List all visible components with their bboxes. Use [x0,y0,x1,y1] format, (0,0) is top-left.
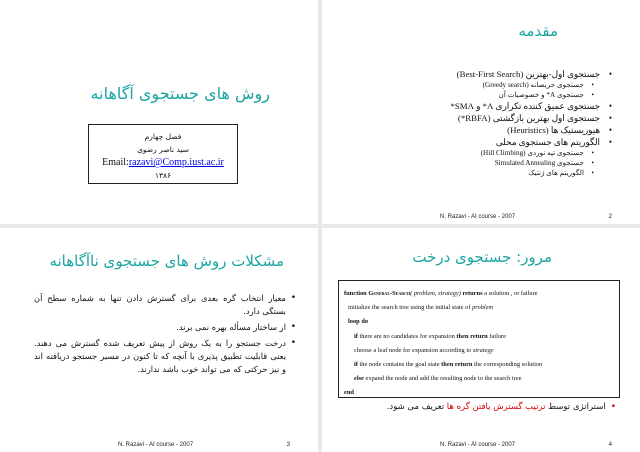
email-link[interactable]: razavi@Comp.iust.ac.ir [128,157,224,168]
outline-item: • هیوریستیک ها (Heuristics) [507,125,612,135]
bullet-icon: • [608,101,612,111]
outline-subitem: • جستجوی Simulated Annealing [494,159,594,167]
page-number: 2 [608,214,612,220]
slide-2 [322,0,640,224]
bullet-paragraph: • معیار انتخاب گره بعدی برای گسترش دادن تنها به شماره سطح آن بستگی دارد. [34,293,296,316]
email-label: Email: [102,157,129,168]
bullet-icon: • [608,69,612,79]
algo-line-end: end [344,389,354,397]
outline-item: • جستجوی عمیق کننده تکراری A* و SMA* [450,101,612,111]
author-name: سید ناصر رضوی [137,145,189,154]
outline-subitem: • جستجوی حریصانه (Greedy search) [482,81,594,89]
bullet-paragraph: • از ساختار مسأله بهره نمی برند. [176,322,296,332]
bullet-icon: • [608,125,612,135]
page-number: 3 [286,442,290,448]
algo-line-function: function General-Search( problem, strategy) returns a solution , or failure [344,290,538,297]
bullet-icon: • [608,113,612,123]
year-label: ۱۳۸۶ [154,171,172,180]
algo-line-if-fail: if there are no candidates for expansion then return failure [354,332,507,340]
outline-subitem: • جستجوی تپه نوردی (Hill Climbing) [480,149,594,157]
bullet-icon: • [591,91,594,99]
outline-list [386,68,612,178]
bullet-icon: • [591,169,594,177]
slide-1 [0,0,318,224]
email-line [89,156,237,169]
highlight-text: ترتیب گسترش یافتن گره ها [446,402,546,412]
algorithm-box [338,280,620,398]
slide-4-title: مرور: جستجوی درخت [412,248,552,266]
bullet-icon: • [608,137,612,147]
strategy-note: •استراتژی توسط ترتیب گسترش یافتن گره ها تعریف می شود. [386,402,616,412]
footer-credit: N. Razavi - AI course - 2007 [440,214,516,220]
outline-subitem: • جستجوی A* و خصوصیات آن [498,91,594,99]
slide-3-title: مشکلات روش های جستجوی ناآگاهانه [49,252,284,270]
bullet-icon: • [290,322,296,332]
outline-item: • جستجوی اول بهترین بازگشتی (RBFA*) [457,113,612,123]
chapter-label: فصل چهارم [144,132,182,141]
algo-line-if-goal: if the node contains the goal state then return the corresponding solution [354,361,543,369]
page-number: 4 [608,442,612,448]
slide-2-title: مقدمه [518,22,558,40]
algo-line-choose: choose a leaf node for expansion according to strategy [354,346,494,354]
author-info-box [88,124,238,184]
outline-subitem: • الگوریتم های ژنتیک [528,169,594,177]
bullet-icon: • [591,81,594,89]
algo-line-loop: loop do [348,318,369,326]
footer-credit: N. Razavi - AI course - 2007 [440,442,516,448]
algo-line-init: initialize the search tree using the initial state of problem [348,304,494,312]
bullet-icon: • [591,159,594,167]
algo-line-else: else expand the node and add the resulting node to the search tree [354,375,522,383]
bullet-icon: • [290,338,296,348]
bullet-icon: • [290,293,296,303]
slide-3 [0,228,318,452]
bullet-icon: • [591,149,594,157]
bullet-icon: • [610,402,616,412]
outline-item: • الگوریتم های جستجوی محلی [495,137,612,147]
bullet-paragraph: • درخت جستجو را به یک روش از پیش تعریف شده گسترش می دهند. یعنی قابلیت تطبیق پذیری با آنچه که تا کنون در مسیر جستجو دریافته اند و نیز حرکتی که می تواند خوب باشد ندارند. [34,338,296,374]
footer-credit: N. Razavi - AI course - 2007 [118,442,194,448]
slide-3-body [34,292,296,379]
outline-item: • جستجوی اول-بهترین (Best-First Search) [456,69,612,79]
slide-1-title: روش های جستجوی آگاهانه [90,84,270,103]
slide-4 [322,228,640,452]
